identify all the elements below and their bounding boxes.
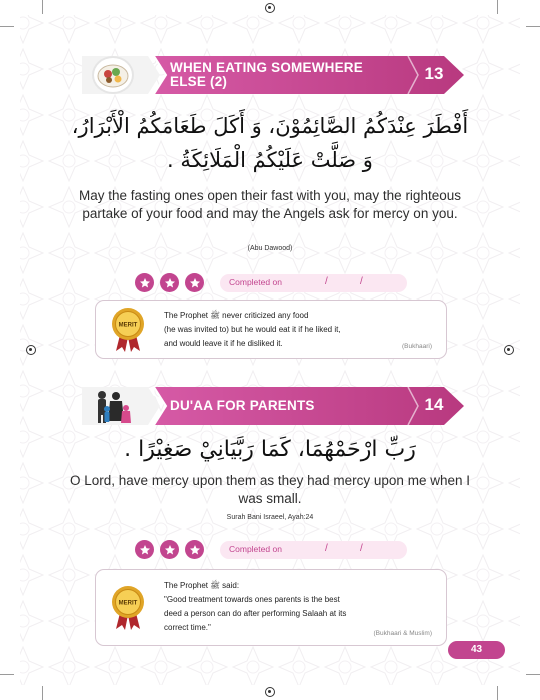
merit-medal-icon <box>111 305 145 353</box>
date-separator: / <box>360 276 363 287</box>
crop-mark <box>497 686 498 700</box>
hadith-line: "Good treatment towards ones parents is the best <box>164 595 340 604</box>
registration-mark <box>265 687 275 697</box>
hadith-line: The Prophet ﷺ never criticized any food <box>164 311 309 320</box>
registration-mark <box>265 3 275 13</box>
page-number: 43 <box>448 641 505 659</box>
section-title: WHEN EATING SOMEWHERE ELSE (2) <box>170 60 363 89</box>
date-separator: / <box>325 543 328 554</box>
section-banner-13 <box>78 52 466 98</box>
crop-mark <box>526 26 540 27</box>
hadith-line: correct time." <box>164 623 211 632</box>
crop-mark <box>526 674 540 675</box>
dua-reference: (Abu Dawood) <box>247 245 293 252</box>
hadith-line: deed a person can do after performing Salaah at its <box>164 609 347 618</box>
rating-stars[interactable] <box>135 540 204 559</box>
hadith-source: (Bukhaari & Muslim) <box>373 630 432 637</box>
star-icon[interactable] <box>160 540 179 559</box>
merit-medal-icon <box>111 583 145 631</box>
rating-stars[interactable] <box>135 273 204 292</box>
hadith-text <box>164 579 434 635</box>
hadith-text <box>164 309 434 351</box>
arabic-dua-line: رَبِّ ارْحَمْهُمَا، كَمَا رَبَّيَانِيْ صَغِيْرًا . <box>124 437 416 462</box>
completed-label: Completed on <box>229 277 282 287</box>
section-number: 14 <box>424 395 444 414</box>
hadith-line: (he was invited to) but he would eat it if he liked it, <box>164 325 341 334</box>
registration-mark <box>26 345 36 355</box>
completed-on-field[interactable] <box>220 274 407 292</box>
registration-mark <box>504 345 514 355</box>
completed-label: Completed on <box>229 544 282 554</box>
date-separator: / <box>360 543 363 554</box>
dua-translation: O Lord, have mercy upon them as they had mercy upon me when I was small. <box>70 473 470 506</box>
crop-mark <box>42 686 43 700</box>
hadith-line: and would leave it if he disliked it. <box>164 339 283 348</box>
crop-mark <box>42 0 43 14</box>
star-icon[interactable] <box>135 540 154 559</box>
hadith-line: The Prophet ﷺ said: <box>164 581 240 590</box>
star-icon[interactable] <box>185 540 204 559</box>
section-title: DU'AA FOR PARENTS <box>170 398 315 413</box>
star-icon[interactable] <box>135 273 154 292</box>
star-icon[interactable] <box>185 273 204 292</box>
merit-badge-label: MERIT <box>118 322 138 329</box>
hadith-source: (Bukhaari) <box>402 343 432 350</box>
section-number: 13 <box>424 64 444 83</box>
completed-on-field[interactable] <box>220 541 407 559</box>
hadith-box <box>95 569 447 646</box>
date-separator: / <box>325 276 328 287</box>
arabic-dua-line: أَفْطَرَ عِنْدَكُمُ الصَّائِمُوْنَ، وَ أَكَلَ طَعَامَكُمُ الْأَبْرَارُ، <box>71 114 469 138</box>
crop-mark <box>497 0 498 14</box>
crop-mark <box>0 674 14 675</box>
dua-reference: Surah Bani Israeel, Ayah:24 <box>226 514 314 521</box>
star-icon[interactable] <box>160 273 179 292</box>
arabic-dua-line: وَ صَلَّتْ عَلَيْكُمُ الْمَلَائِكَةُ . <box>167 148 373 172</box>
crop-mark <box>0 26 14 27</box>
section-banner-14 <box>78 383 466 429</box>
hadith-box <box>95 300 447 359</box>
family-icon <box>92 387 134 425</box>
dua-translation: May the fasting ones open their fast with you, may the righteous partake of your food and may the Angels ask for mercy on you. <box>79 188 461 221</box>
food-plate-icon <box>92 56 134 94</box>
merit-badge-label: MERIT <box>118 600 138 607</box>
